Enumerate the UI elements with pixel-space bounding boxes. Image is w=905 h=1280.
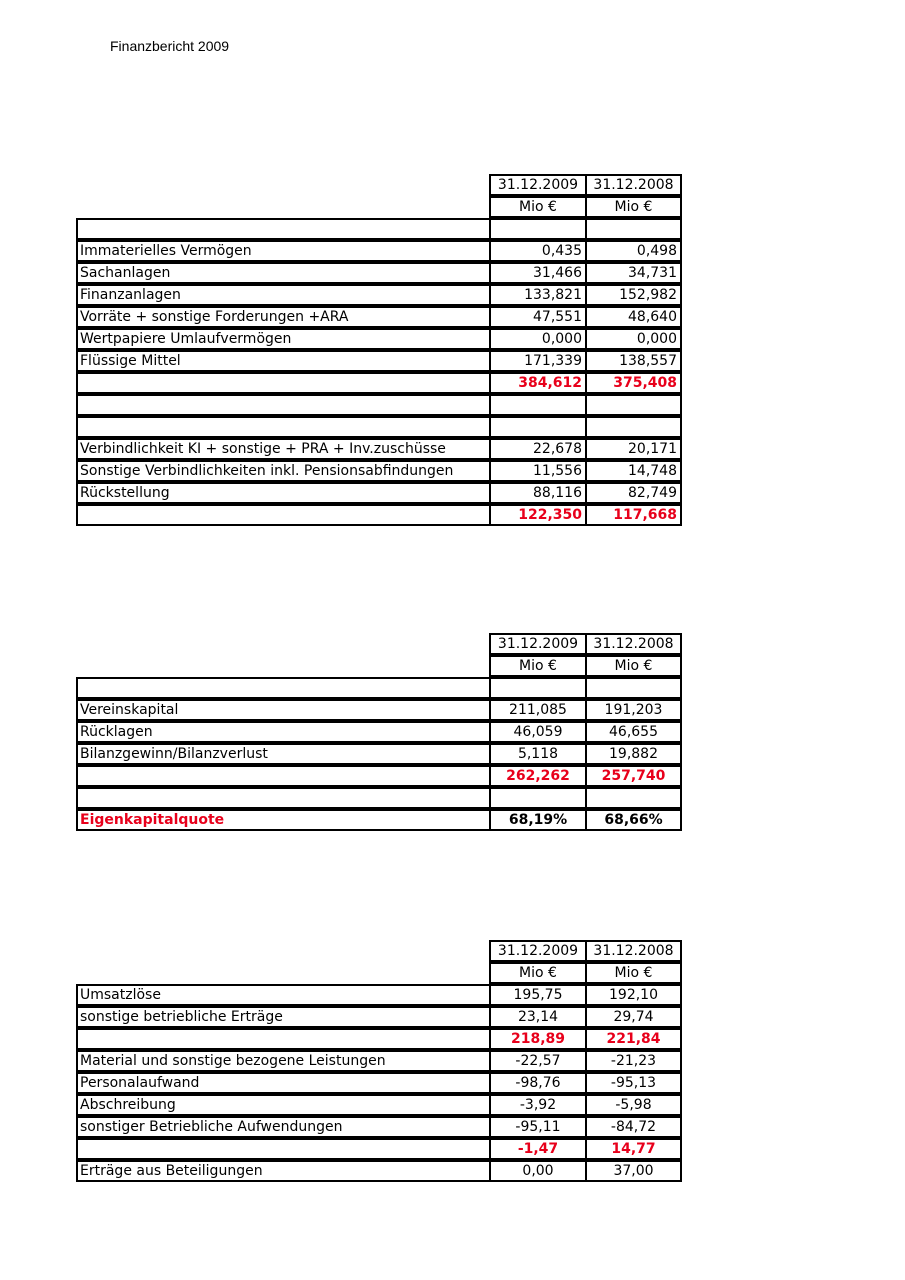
value-2009: 47,551 bbox=[489, 306, 585, 328]
row-label bbox=[76, 677, 489, 699]
value-2008: 14,77 bbox=[585, 1138, 682, 1160]
value-2009: 23,14 bbox=[489, 1006, 585, 1028]
equity-ratio-row bbox=[76, 809, 682, 831]
row-label: Sachanlagen bbox=[76, 262, 489, 284]
row-label bbox=[76, 394, 489, 416]
table-header-units bbox=[76, 962, 682, 984]
table-body bbox=[76, 218, 682, 526]
unit-header-2008: Mio € bbox=[585, 655, 682, 677]
value-2009: 384,612 bbox=[489, 372, 585, 394]
table-header-units bbox=[76, 655, 682, 677]
row-label bbox=[76, 218, 489, 240]
value-2008: 68,66% bbox=[585, 809, 682, 831]
unit-header-2008: Mio € bbox=[585, 962, 682, 984]
table-row bbox=[76, 482, 682, 504]
table-row bbox=[76, 743, 682, 765]
table-body bbox=[76, 984, 682, 1182]
value-2009: 46,059 bbox=[489, 721, 585, 743]
value-2008: 375,408 bbox=[585, 372, 682, 394]
table-row bbox=[76, 1050, 682, 1072]
value-2008: 192,10 bbox=[585, 984, 682, 1006]
value-2009: 11,556 bbox=[489, 460, 585, 482]
table-header-dates bbox=[76, 174, 682, 196]
row-label: Vereinskapital bbox=[76, 699, 489, 721]
value-2009: -98,76 bbox=[489, 1072, 585, 1094]
table-header-dates bbox=[76, 633, 682, 655]
value-2008: 29,74 bbox=[585, 1006, 682, 1028]
value-2009: 0,000 bbox=[489, 328, 585, 350]
table-row bbox=[76, 240, 682, 262]
row-label bbox=[76, 765, 489, 787]
value-2009: 68,19% bbox=[489, 809, 585, 831]
balance-table bbox=[76, 174, 682, 526]
value-2009: 22,678 bbox=[489, 438, 585, 460]
row-label: Umsatzlöse bbox=[76, 984, 489, 1006]
value-2009: 171,339 bbox=[489, 350, 585, 372]
table-header-dates bbox=[76, 940, 682, 962]
table-row bbox=[76, 394, 682, 416]
table-row bbox=[76, 984, 682, 1006]
table-header-units bbox=[76, 196, 682, 218]
value-2009: -1,47 bbox=[489, 1138, 585, 1160]
row-label: Immaterielles Vermögen bbox=[76, 240, 489, 262]
value-2008: 46,655 bbox=[585, 721, 682, 743]
row-label bbox=[76, 372, 489, 394]
value-2008 bbox=[585, 218, 682, 240]
table-row bbox=[76, 699, 682, 721]
row-label: Finanzanlagen bbox=[76, 284, 489, 306]
income-table bbox=[76, 940, 682, 1182]
table-row bbox=[76, 1072, 682, 1094]
table-row bbox=[76, 1006, 682, 1028]
value-2009 bbox=[489, 218, 585, 240]
value-2008 bbox=[585, 787, 682, 809]
table-row bbox=[76, 438, 682, 460]
value-2009: 5,118 bbox=[489, 743, 585, 765]
value-2008 bbox=[585, 677, 682, 699]
value-2009: 0,435 bbox=[489, 240, 585, 262]
value-2008: 82,749 bbox=[585, 482, 682, 504]
value-2008: -84,72 bbox=[585, 1116, 682, 1138]
row-label: Rückstellung bbox=[76, 482, 489, 504]
value-2008: 117,668 bbox=[585, 504, 682, 526]
subtotal-row bbox=[76, 504, 682, 526]
value-2008 bbox=[585, 416, 682, 438]
value-2009: 0,00 bbox=[489, 1160, 585, 1182]
value-2008: 34,731 bbox=[585, 262, 682, 284]
table-row bbox=[76, 787, 682, 809]
value-2008: 138,557 bbox=[585, 350, 682, 372]
row-label: Erträge aus Beteiligungen bbox=[76, 1160, 489, 1182]
column-header-2009: 31.12.2009 bbox=[489, 633, 585, 655]
value-2008: 221,84 bbox=[585, 1028, 682, 1050]
table-row bbox=[76, 350, 682, 372]
column-header-2008: 31.12.2008 bbox=[585, 940, 682, 962]
table-body bbox=[76, 677, 682, 831]
row-label bbox=[76, 787, 489, 809]
table-row bbox=[76, 1094, 682, 1116]
row-label: sonstige betriebliche Erträge bbox=[76, 1006, 489, 1028]
value-2009: -3,92 bbox=[489, 1094, 585, 1116]
row-label: Eigenkapitalquote bbox=[76, 809, 489, 831]
value-2009: 262,262 bbox=[489, 765, 585, 787]
value-2008: 20,171 bbox=[585, 438, 682, 460]
column-header-2008: 31.12.2008 bbox=[585, 633, 682, 655]
row-label: Personalaufwand bbox=[76, 1072, 489, 1094]
value-2008: 48,640 bbox=[585, 306, 682, 328]
row-label bbox=[76, 1028, 489, 1050]
value-2009: 31,466 bbox=[489, 262, 585, 284]
unit-header-2008: Mio € bbox=[585, 196, 682, 218]
row-label: Abschreibung bbox=[76, 1094, 489, 1116]
table-row bbox=[76, 1160, 682, 1182]
value-2009: 122,350 bbox=[489, 504, 585, 526]
value-2009 bbox=[489, 677, 585, 699]
value-2008: 191,203 bbox=[585, 699, 682, 721]
value-2008: 37,00 bbox=[585, 1160, 682, 1182]
value-2008: 257,740 bbox=[585, 765, 682, 787]
value-2009: -95,11 bbox=[489, 1116, 585, 1138]
row-label: Wertpapiere Umlaufvermögen bbox=[76, 328, 489, 350]
table-row bbox=[76, 416, 682, 438]
value-2008: -95,13 bbox=[585, 1072, 682, 1094]
row-label: Flüssige Mittel bbox=[76, 350, 489, 372]
row-label: Rücklagen bbox=[76, 721, 489, 743]
table-row bbox=[76, 460, 682, 482]
value-2009: 133,821 bbox=[489, 284, 585, 306]
unit-header-2009: Mio € bbox=[489, 655, 585, 677]
value-2008: 14,748 bbox=[585, 460, 682, 482]
value-2009 bbox=[489, 394, 585, 416]
value-2009: 88,116 bbox=[489, 482, 585, 504]
row-label: Verbindlichkeit KI + sonstige + PRA + Inv.zuschüsse bbox=[76, 438, 489, 460]
table-row bbox=[76, 218, 682, 240]
row-label: Vorräte + sonstige Forderungen +ARA bbox=[76, 306, 489, 328]
table-row bbox=[76, 306, 682, 328]
table-row bbox=[76, 721, 682, 743]
column-header-2008: 31.12.2008 bbox=[585, 174, 682, 196]
row-label: Bilanzgewinn/Bilanzverlust bbox=[76, 743, 489, 765]
document-title: Finanzbericht 2009 bbox=[110, 38, 230, 54]
row-label bbox=[76, 504, 489, 526]
value-2009: 218,89 bbox=[489, 1028, 585, 1050]
value-2008: 19,882 bbox=[585, 743, 682, 765]
value-2008 bbox=[585, 394, 682, 416]
table-row bbox=[76, 1116, 682, 1138]
row-label bbox=[76, 1138, 489, 1160]
subtotal-row bbox=[76, 765, 682, 787]
value-2009 bbox=[489, 416, 585, 438]
table-row bbox=[76, 328, 682, 350]
value-2008: -5,98 bbox=[585, 1094, 682, 1116]
column-header-2009: 31.12.2009 bbox=[489, 940, 585, 962]
value-2008: 0,498 bbox=[585, 240, 682, 262]
value-2009: 195,75 bbox=[489, 984, 585, 1006]
subtotal-row bbox=[76, 1028, 682, 1050]
row-label: sonstiger Betriebliche Aufwendungen bbox=[76, 1116, 489, 1138]
row-label: Material und sonstige bezogene Leistungen bbox=[76, 1050, 489, 1072]
column-header-2009: 31.12.2009 bbox=[489, 174, 585, 196]
subtotal-row bbox=[76, 372, 682, 394]
unit-header-2009: Mio € bbox=[489, 962, 585, 984]
table-row bbox=[76, 284, 682, 306]
value-2009: 211,085 bbox=[489, 699, 585, 721]
row-label bbox=[76, 416, 489, 438]
value-2008: 0,000 bbox=[585, 328, 682, 350]
row-label: Sonstige Verbindlichkeiten inkl. Pensionsabfindungen bbox=[76, 460, 489, 482]
value-2008: 152,982 bbox=[585, 284, 682, 306]
value-2009: -22,57 bbox=[489, 1050, 585, 1072]
table-row bbox=[76, 677, 682, 699]
value-2008: -21,23 bbox=[585, 1050, 682, 1072]
table-row bbox=[76, 262, 682, 284]
equity-table bbox=[76, 633, 682, 831]
value-2009 bbox=[489, 787, 585, 809]
unit-header-2009: Mio € bbox=[489, 196, 585, 218]
subtotal-row bbox=[76, 1138, 682, 1160]
